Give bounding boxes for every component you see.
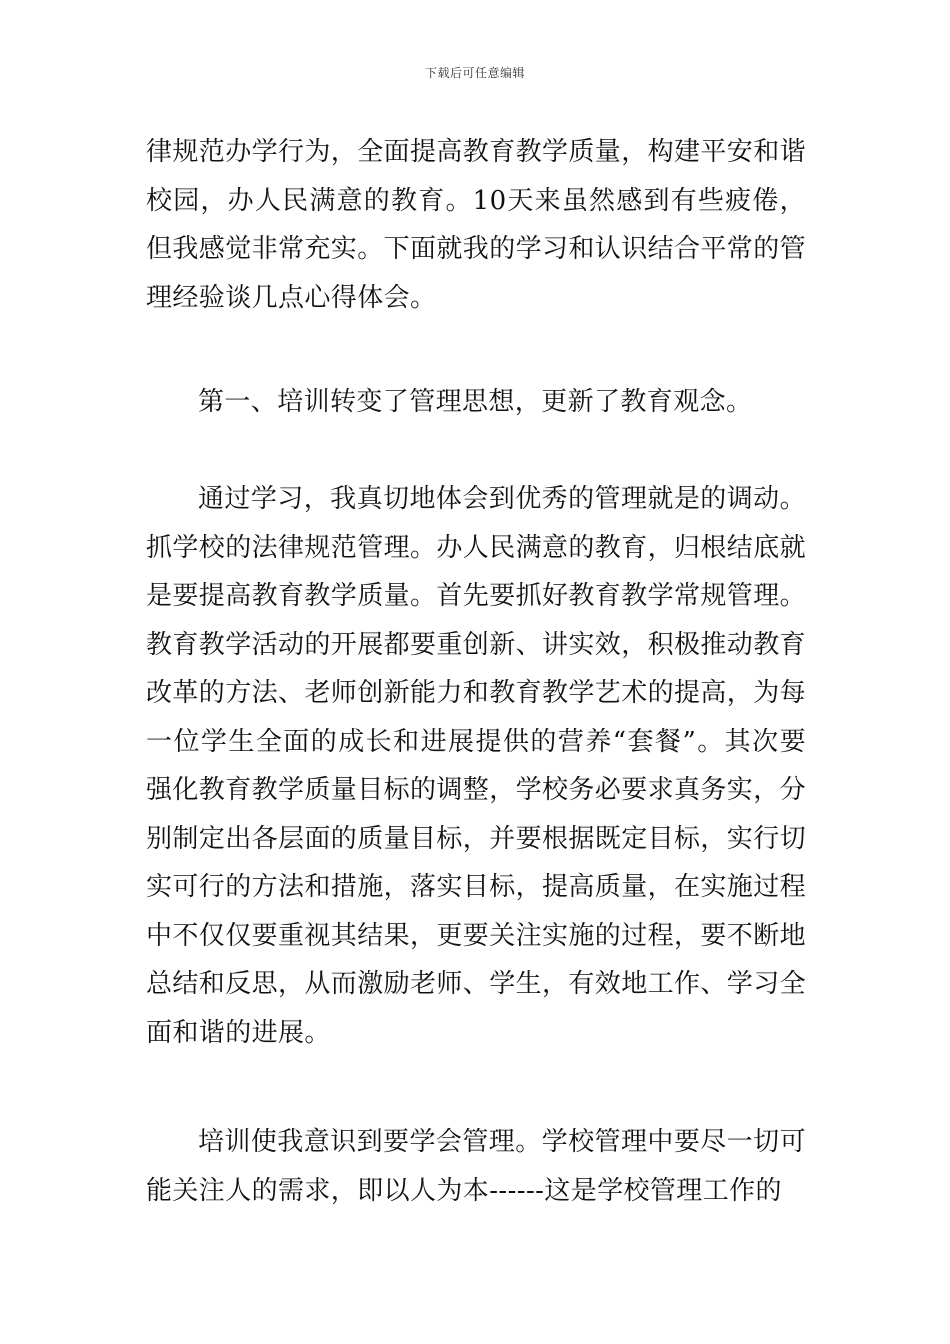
section-heading: [146, 378, 806, 427]
section-heading-text: 第一、培训转变了管理思想，更新了教育观念。: [198, 387, 753, 417]
paragraph-text: 通过学习，我真切地体会到优秀的管理就是的调动。抓学校的法律规范管理。办人民满意的教育，归根结底就是要提高教育教学质量。首先要抓好教育教学常规管理。教育教学活动的开展都要重创新、讲实效，积极推动教育改革的方法、老师创新能力和教育教学艺术的提高，为每一位学生全面的成长和进展提供的营养“套餐”。其次要强化教育教学质量目标的调整，学校务必要求真务实，分别制定出各层面的质量目标，并要根据既定目标，实行切实可行的方法和措施，落实目标，提高质量，在实施过程中不仅仅要重视其结果，更要关注实施的过程，要不断地总结和反思，从而激励老师、学生，有效地工作、学习全面和谐的进展。: [146, 484, 807, 1048]
paragraph-continuation: [146, 128, 806, 322]
paragraph-learning: [146, 475, 806, 1057]
paragraph-text: 律规范办学行为，全面提高教育教学质量，构建平安和谐校园，办人民满意的教育。10天来虽然感到有些疲倦，但我感觉非常充实。下面就我的学习和认识结合平常的管理经验谈几点心得体会。: [146, 137, 807, 313]
paragraph-management: [146, 1118, 806, 1215]
page-header: 下载后可任意编辑: [424, 66, 525, 80]
paragraph-text: 培训使我意识到要学会管理。学校管理中要尽一切可能关注人的需求，即以人为本------这是学校管理工作的: [146, 1127, 806, 1206]
